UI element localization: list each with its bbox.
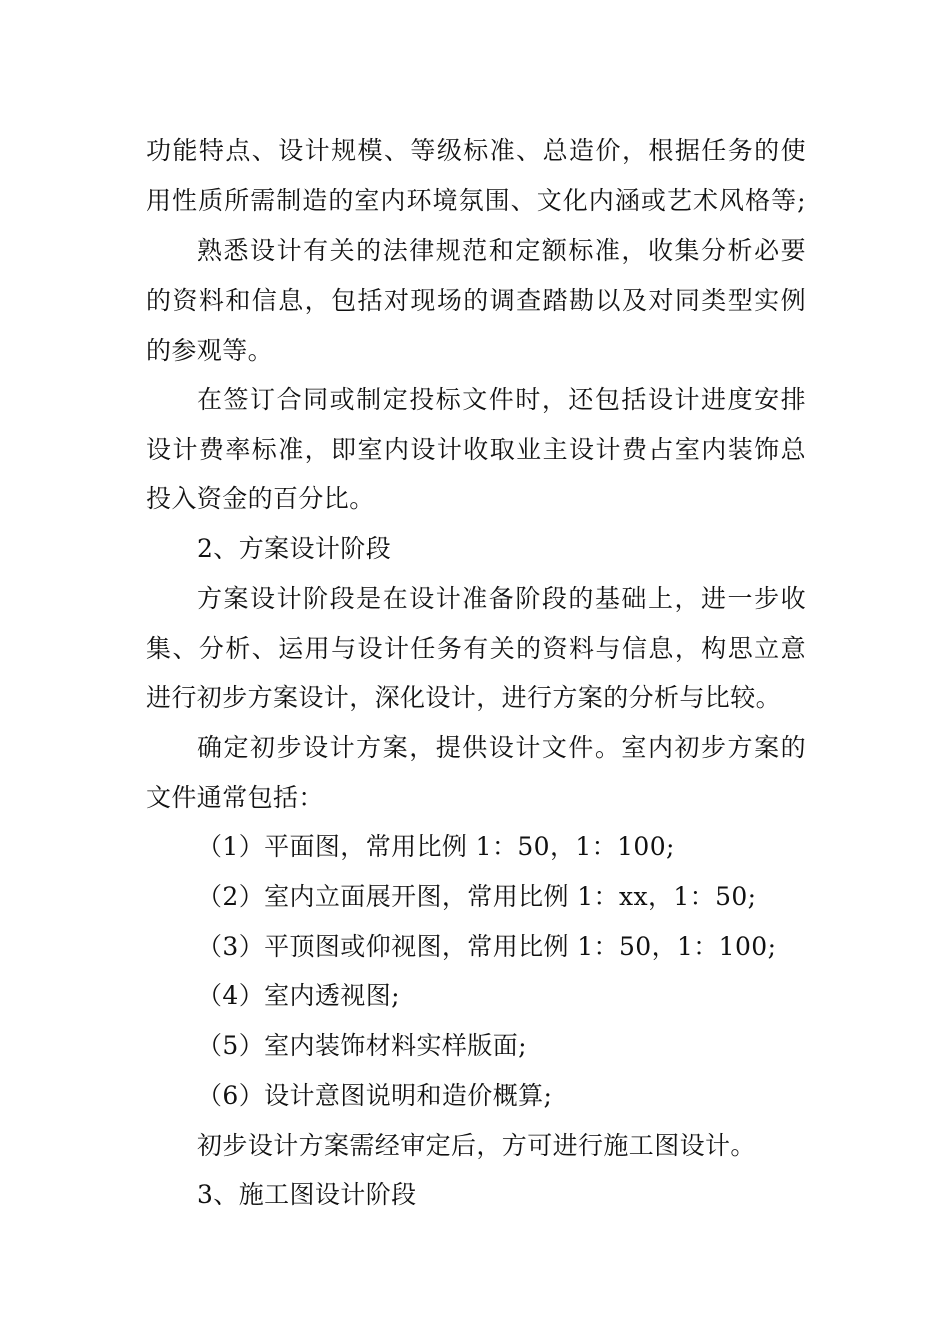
paragraph-line: 确定初步设计方案，提供设计文件。室内初步方案的 (197, 733, 806, 762)
paragraph-line: 投入资金的百分比。 (146, 484, 375, 513)
paragraph-line: 在签订合同或制定投标文件时，还包括设计进度安排 (197, 385, 806, 414)
list-item: （2）室内立面展开图，常用比例 1：xx，1：50; (197, 882, 757, 911)
list-item: （6）设计意图说明和造价概算; (197, 1081, 553, 1110)
paragraph-line: 功能特点、设计规模、等级标准、总造价，根据任务的使 (146, 136, 806, 165)
paragraph-line: 方案设计阶段是在设计准备阶段的基础上，进一步收 (197, 584, 806, 613)
paragraph-line: 集、分析、运用与设计任务有关的资料与信息，构思立意 (146, 634, 806, 663)
section-heading: 3、施工图设计阶段 (197, 1180, 417, 1209)
list-item: （4）室内透视图; (197, 981, 400, 1010)
paragraph-line: 的资料和信息，包括对现场的调查踏勘以及对同类型实例 (146, 286, 806, 315)
list-item: （1）平面图，常用比例 1：50，1：100; (197, 832, 675, 861)
paragraph-line: 设计费率标准，即室内设计收取业主设计费占室内装饰总 (146, 435, 806, 464)
paragraph-line: 熟悉设计有关的法律规范和定额标准，收集分析必要 (197, 236, 806, 265)
paragraph-line: 文件通常包括： (146, 783, 324, 812)
paragraph-line: 的参观等。 (146, 336, 274, 365)
list-item: （3）平顶图或仰视图，常用比例 1：50，1：100; (197, 932, 777, 961)
paragraph-line: 用性质所需制造的室内环境氛围、文化内涵或艺术风格等; (146, 186, 806, 215)
paragraph-line: 初步设计方案需经审定后，方可进行施工图设计。 (197, 1131, 756, 1160)
list-item: （5）室内装饰材料实样版面; (197, 1031, 527, 1060)
section-heading: 2、方案设计阶段 (197, 534, 392, 563)
paragraph-line: 进行初步方案设计，深化设计，进行方案的分析与比较。 (146, 683, 782, 712)
